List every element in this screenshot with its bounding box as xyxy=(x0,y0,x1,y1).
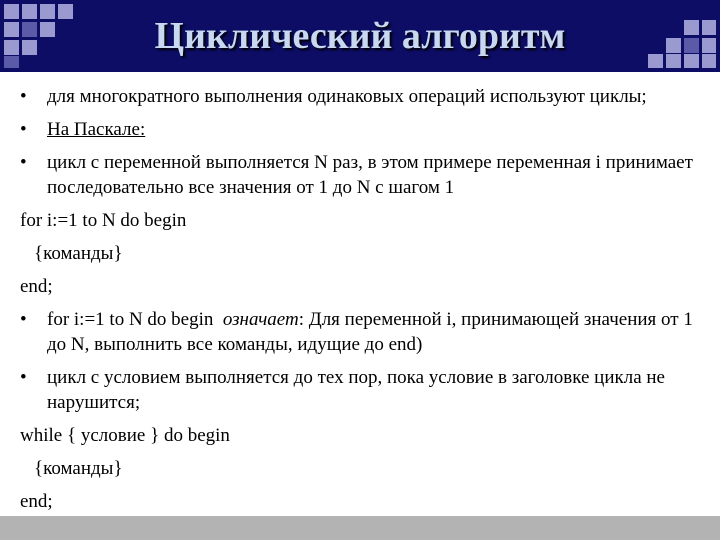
bullet-item xyxy=(20,365,715,415)
bullet-item xyxy=(20,117,715,142)
bullet-dot: • xyxy=(20,152,27,173)
bullet-dot: • xyxy=(20,86,27,107)
bullet-dot: • xyxy=(20,367,27,388)
code-line: while { условие } do begin xyxy=(20,425,230,446)
bullet-item xyxy=(20,84,715,109)
bullet-text: : Для переменной i, принимающей значения от 1 до N, выполнить все команды, идущие до end) xyxy=(47,309,693,355)
bullet-dot: • xyxy=(20,309,27,330)
bullet-dot: • xyxy=(20,119,27,140)
bullet-item xyxy=(20,307,715,357)
bullet-item xyxy=(20,150,715,200)
slide-body xyxy=(20,84,715,522)
code-line: end; xyxy=(20,276,53,297)
slide-footer xyxy=(0,516,720,540)
code-line: {команды} xyxy=(34,243,123,264)
bullet-emphasis: означает xyxy=(222,309,299,330)
bullet-text: для многократного выполнения одинаковых операций используют циклы; xyxy=(47,86,647,107)
code-line: for i:=1 to N do begin xyxy=(20,210,187,231)
pascal-heading: На Паскале: xyxy=(47,119,146,140)
bullet-code: for i:=1 to N do begin xyxy=(47,309,214,330)
code-line: {команды} xyxy=(34,458,123,479)
slide-title: Циклический алгоритм xyxy=(154,15,566,57)
code-line: end; xyxy=(20,491,53,512)
bullet-text: цикл с условием выполняется до тех пор, пока условие в заголовке цикла не нарушится; xyxy=(47,367,665,413)
slide-header xyxy=(0,0,720,72)
header-divider xyxy=(0,72,720,76)
bullet-text: цикл с переменной выполняется N раз, в этом примере переменная i принимает последовательно все значения от 1 до N с шагом 1 xyxy=(47,152,693,198)
